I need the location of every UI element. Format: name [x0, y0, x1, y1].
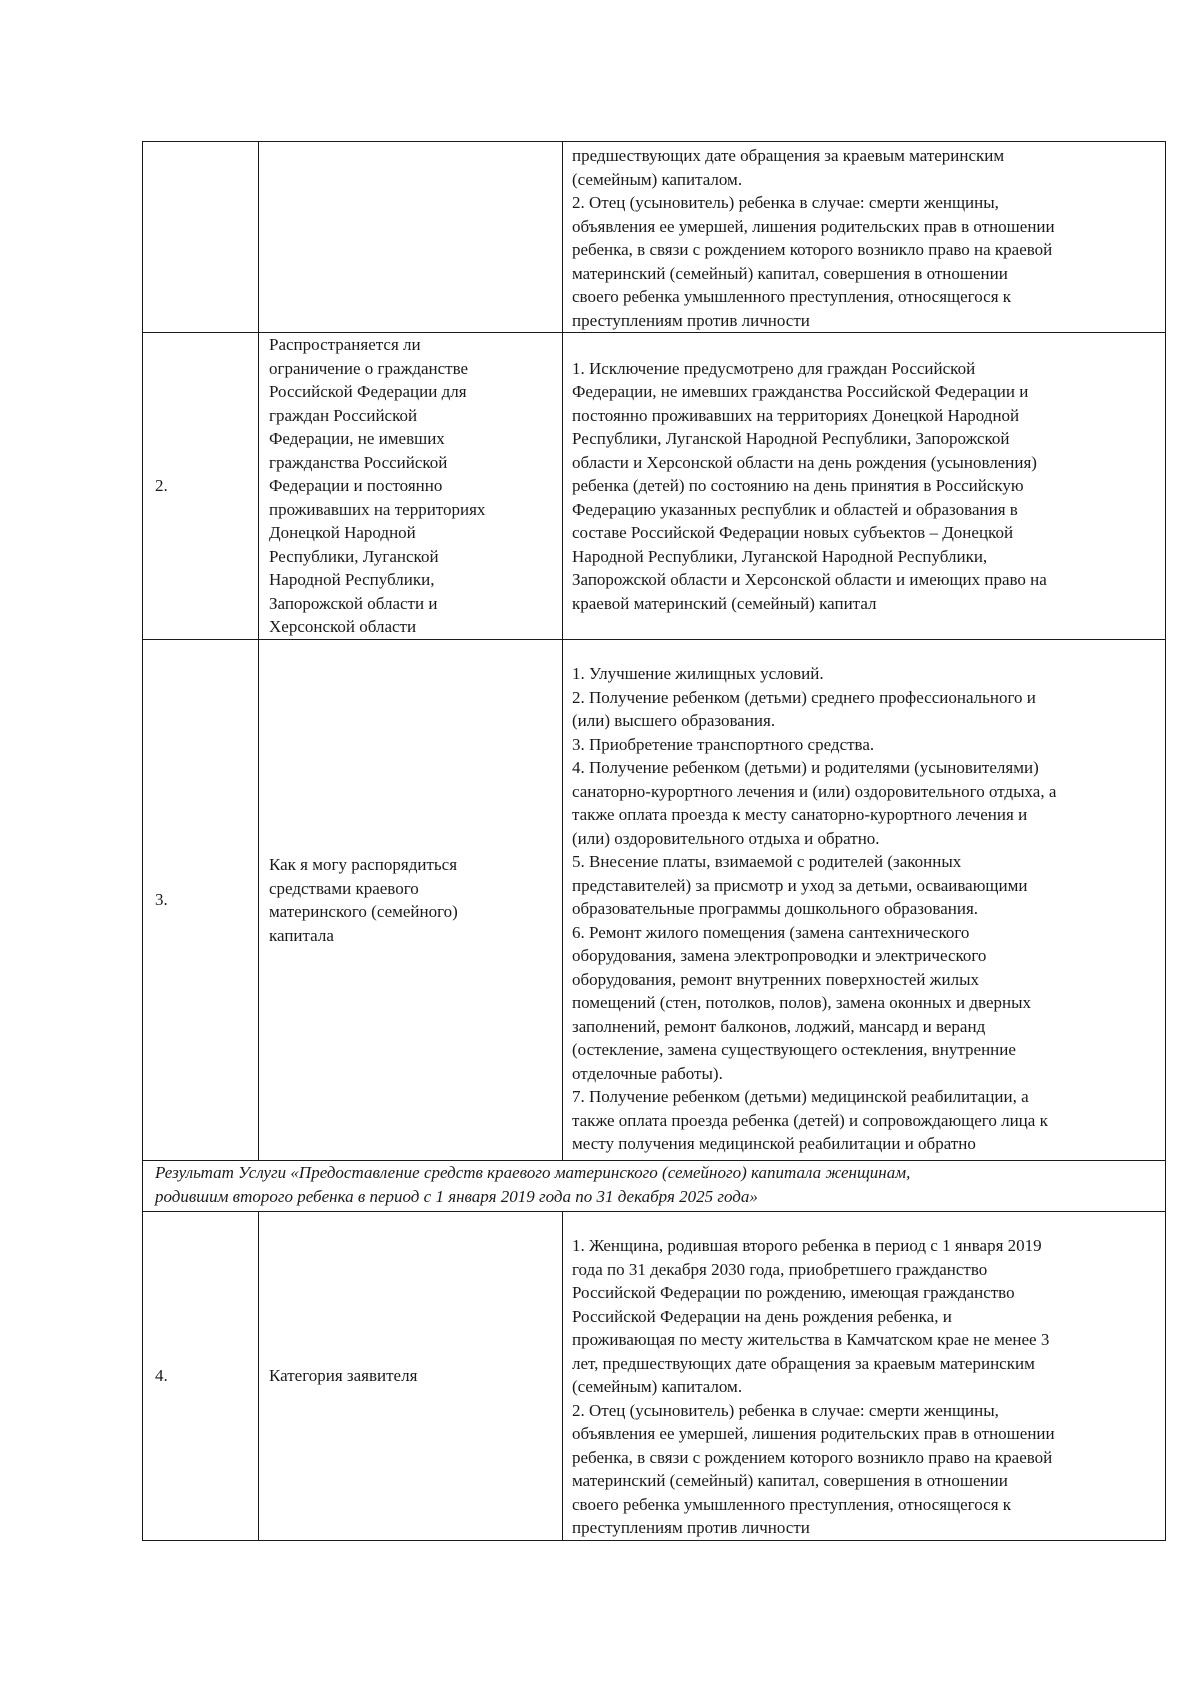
answer-line: (семейным) капиталом.: [572, 169, 743, 189]
answer-line: года по 31 декабря 2030 года, приобретшего гражданство: [572, 1259, 988, 1279]
answer-line: лет, предшествующих дате обращения за краевым материнским: [572, 1353, 1035, 1373]
question-line: Донецкой Народной: [269, 523, 416, 543]
question-cell: [259, 142, 563, 333]
answer-line: преступлениям против личности: [572, 1518, 810, 1537]
result-heading-line: родившим второго ребенка в период с 1 января 2019 года по 31 декабря 2025 года»: [155, 1186, 758, 1206]
answer-line: 1. Улучшение жилищных условий.: [572, 664, 824, 683]
question-line: Народной Республики,: [269, 570, 435, 590]
answer-line: помещений (стен, потолков, полов), замена оконных и дверных: [572, 993, 1032, 1012]
answer-line: санаторно-курортного лечения и (или) оздоровительного отдыха, а: [572, 781, 1057, 801]
answer-line: области и Херсонской области на день рождения (усыновления): [572, 452, 1037, 472]
question-line: проживавших на территориях: [269, 499, 486, 519]
question-line: гражданства Российской: [269, 452, 448, 472]
answer-line: заполнений, ремонт балконов, лоджий, мансард и веранд: [572, 1016, 986, 1036]
answer-line: Федерацию указанных республик и областей и образования в: [572, 499, 1018, 519]
answer-line: ребенка, в связи с рождением которого возникло право на краевой: [572, 1447, 1053, 1467]
answer-line: постоянно проживавших на территориях Донецкой Народной: [572, 405, 1020, 425]
answer-line: 2. Отец (усыновитель) ребенка в случае: смерти женщины,: [572, 193, 999, 212]
answer-line: Республики, Луганской Народной Республики, Запорожской: [572, 429, 1010, 449]
result-heading-line: Результат Услуги «Предоставление средств краевого материнского (семейного) капитала женщинам,: [155, 1163, 911, 1182]
answer-line: оборудования, замена электропроводки и электрического: [572, 946, 987, 965]
question-line: Российской Федерации для: [269, 382, 467, 402]
answer-line: 5. Внесение платы, взимаемой с родителей (законных: [572, 852, 962, 871]
answer-line: также оплата проезда ребенка (детей) и сопровождающего лица к: [572, 1110, 1048, 1130]
document-table: [142, 141, 1166, 1541]
answer-line: ребенка (детей) по состоянию на день принятия в Российскую: [572, 476, 1024, 496]
answer-line: Российской Федерации на день рождения ребенка, и: [572, 1306, 952, 1326]
answer-line: 7. Получение ребенком (детьми) медицинской реабилитации, а: [572, 1087, 1029, 1106]
question-cell: [259, 640, 563, 1161]
answer-line: 3. Приобретение транспортного средства.: [572, 734, 875, 754]
answer-line: 2. Получение ребенком (детьми) среднего профессионального и: [572, 687, 1036, 707]
question-line: Федерации, не имевших: [269, 429, 445, 449]
answer-line: краевой материнский (семейный) капитал: [572, 593, 877, 613]
result-section-row: [143, 1161, 1166, 1212]
answer-line: (семейным) капиталом.: [572, 1377, 743, 1396]
question-line: Распространяется ли: [269, 335, 421, 355]
answer-line: составе Российской Федерации новых субъектов – Донецкой: [572, 523, 1014, 543]
answer-line: материнский (семейный) капитал, совершения в отношении: [572, 263, 1008, 283]
answer-line: проживающая по месту жительства в Камчатском крае не менее 3: [572, 1330, 1050, 1349]
answer-line: 2. Отец (усыновитель) ребенка в случае: смерти женщины,: [572, 1400, 999, 1420]
answer-line: (остекление, замена существующего остекления, внутренние: [572, 1040, 1016, 1059]
answer-line: объявления ее умершей, лишения родительских прав в отношении: [572, 1424, 1055, 1443]
answer-line: ребенка, в связи с рождением которого возникло право на краевой: [572, 240, 1053, 259]
row-number-cell: 4.: [143, 1212, 259, 1541]
answer-line: (или) высшего образования.: [572, 711, 776, 730]
answer-line: материнский (семейный) капитал, совершения в отношении: [572, 1471, 1008, 1490]
question-line: средствами краевого: [269, 878, 419, 898]
answer-line: оборудования, ремонт внутренних поверхностей жилых: [572, 969, 980, 989]
answer-line: представителей) за присмотр и уход за детьми, осваивающими: [572, 875, 1028, 895]
table-row-3: [143, 640, 1166, 1161]
answer-cell: [563, 142, 1166, 333]
answer-line: своего ребенка умышленного преступления, относящегося к: [572, 287, 1012, 306]
question-line: Херсонской области: [269, 617, 417, 637]
result-section-heading: [143, 1161, 1166, 1212]
answer-line: 1. Женщина, родившая второго ребенка в период с 1 января 2019: [572, 1236, 1042, 1255]
answer-line: преступлениям против личности: [572, 310, 810, 330]
answer-line: Российской Федерации по рождению, имеющая гражданство: [572, 1283, 1015, 1302]
answer-line: месту получения медицинской реабилитации и обратно: [572, 1134, 976, 1153]
answer-cell: [563, 640, 1166, 1161]
row-number-cell: 2.: [143, 333, 259, 640]
answer-line: 6. Ремонт жилого помещения (замена сантехнического: [572, 922, 970, 942]
answer-line: Запорожской области и Херсонской области и имеющих право на: [572, 570, 1047, 590]
answer-line: отделочные работы).: [572, 1063, 723, 1083]
answer-line: Народной Республики, Луганской Народной Республики,: [572, 546, 988, 566]
answer-cell: [563, 1212, 1166, 1541]
answer-line: 4. Получение ребенком (детьми) и родителями (усыновителями): [572, 758, 1039, 777]
answer-line: (или) оздоровительного отдыха и обратно.: [572, 828, 880, 848]
question-line: Республики, Луганской: [269, 546, 439, 566]
question-line: материнского (семейного): [269, 902, 458, 921]
question-line: Федерации и постоянно: [269, 476, 443, 496]
answer-line: также оплата проезда к месту санаторно-курортного лечения и: [572, 805, 1028, 824]
answer-line: образовательные программы дошкольного образования.: [572, 899, 979, 918]
question-cell: [259, 1212, 563, 1541]
answer-line: предшествующих дате обращения за краевым материнским: [572, 146, 1005, 165]
answer-line: объявления ее умершей, лишения родительских прав в отношении: [572, 216, 1055, 236]
question-line: капитала: [269, 925, 334, 945]
answer-line: 1. Исключение предусмотрено для граждан Российской: [572, 358, 976, 378]
question-line: Запорожской области и: [269, 593, 438, 613]
question-line: ограничение о гражданстве: [269, 358, 469, 378]
row-number-cell: 3.: [143, 640, 259, 1161]
row-number-cell: [143, 142, 259, 333]
table-row-4: [143, 1212, 1166, 1541]
question-line: Категория заявителя: [269, 1366, 418, 1385]
answer-cell: [563, 333, 1166, 640]
answer-line: своего ребенка умышленного преступления, относящегося к: [572, 1494, 1012, 1514]
table-row-2: [143, 333, 1166, 640]
table-row-continuation: [143, 142, 1166, 333]
answer-line: Федерации, не имевших гражданства Российской Федерации и: [572, 382, 1029, 402]
question-line: Как я могу распорядиться: [269, 855, 458, 874]
question-cell: [259, 333, 563, 640]
question-line: граждан Российской: [269, 405, 418, 425]
